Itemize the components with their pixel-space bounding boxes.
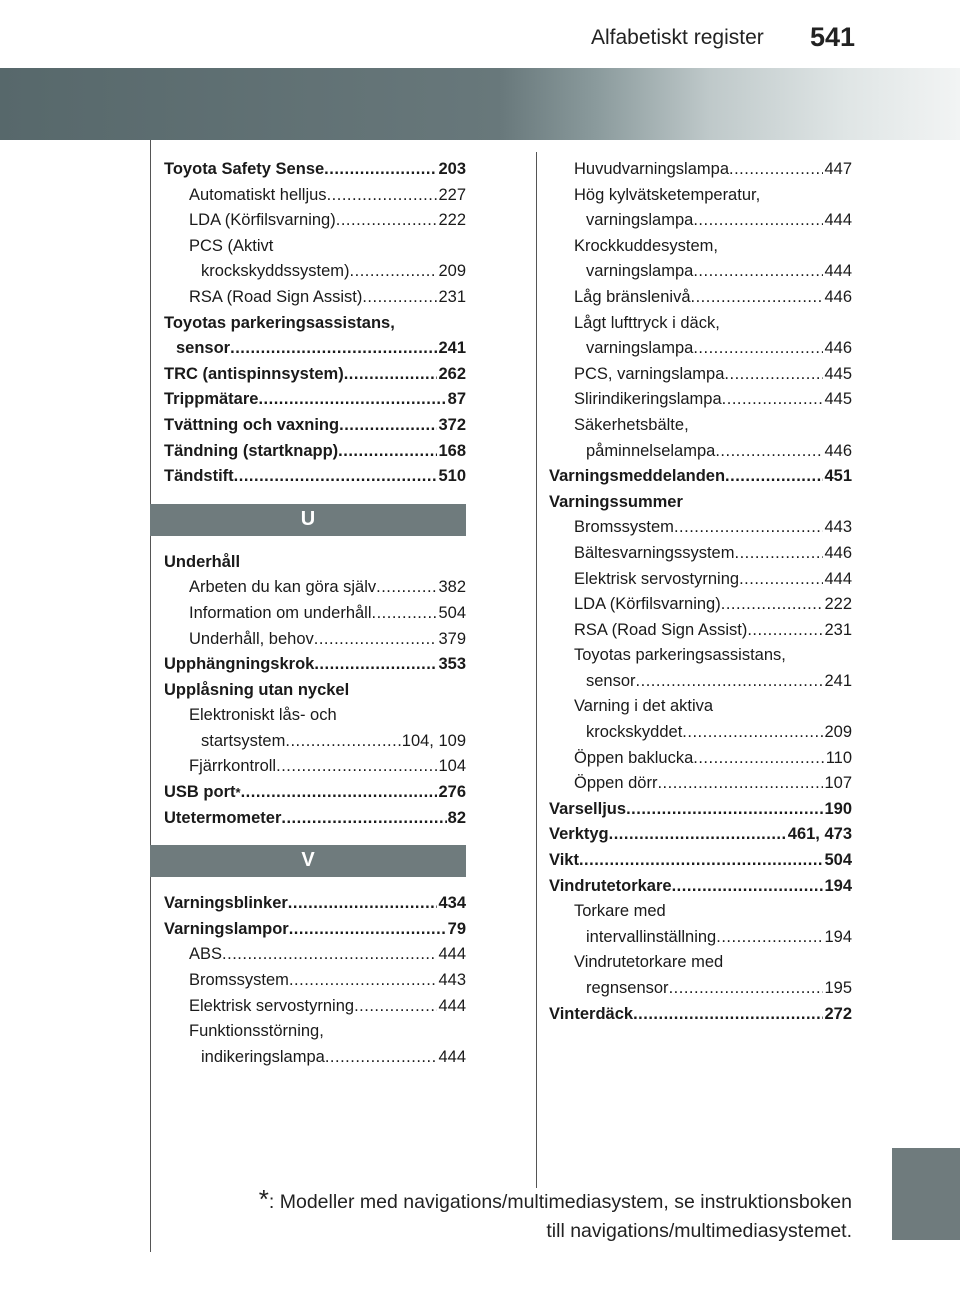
dot-leader xyxy=(693,336,823,362)
index-subentry xyxy=(549,592,852,618)
entry-term: indikeringslampa xyxy=(201,1047,325,1066)
entry-term: Elektroniskt lås- och xyxy=(189,706,337,725)
entry-term: Huvudvarningslampa xyxy=(574,160,730,178)
dot-leader xyxy=(230,336,437,362)
entry-term: Säkerhetsbälte, xyxy=(574,415,689,434)
section-letter-v: V xyxy=(150,845,466,877)
entry-page-ref: 446 xyxy=(824,543,852,562)
entry-page-ref: 262 xyxy=(438,364,466,383)
index-subentry xyxy=(549,311,852,337)
dot-leader xyxy=(657,771,823,797)
dot-leader xyxy=(234,464,438,490)
index-subentry xyxy=(549,515,852,541)
entry-page-ref: 444 xyxy=(438,1047,466,1066)
entry-term: Låg bränslenivå xyxy=(574,287,691,306)
index-entry xyxy=(164,464,466,490)
dot-leader xyxy=(314,627,438,653)
entry-term: Automatiskt helljus xyxy=(189,185,327,204)
index-entry xyxy=(549,848,852,874)
entry-page-ref: 444 xyxy=(438,996,466,1015)
entry-term: Bromssystem xyxy=(189,971,289,990)
index-subentry xyxy=(164,994,466,1020)
dot-leader xyxy=(281,806,446,832)
entry-page-ref: 209 xyxy=(824,723,852,742)
index-subentry xyxy=(549,899,852,925)
dot-leader xyxy=(674,515,824,541)
dot-leader xyxy=(626,797,823,823)
dot-leader xyxy=(722,387,824,413)
entry-page-ref: 209 xyxy=(438,262,466,281)
entry-term: Arbeten du kan göra själv xyxy=(189,578,377,597)
entry-term: startsystem xyxy=(201,731,286,750)
dot-leader xyxy=(339,413,437,439)
entry-page-ref: 382 xyxy=(438,578,466,597)
index-subentry xyxy=(164,968,466,994)
entry-term: Toyota Safety Sense xyxy=(164,160,325,178)
index-subentry xyxy=(164,183,466,209)
index-subentry xyxy=(164,1045,466,1071)
index-subentry xyxy=(549,234,852,260)
dot-leader xyxy=(350,259,438,285)
entry-term: Tändstift xyxy=(164,467,234,486)
index-column-right xyxy=(549,157,852,1027)
entry-term: påminnelselampa xyxy=(586,441,716,460)
header-banner xyxy=(0,68,960,140)
index-entry xyxy=(164,157,466,183)
index-subentry xyxy=(164,1019,466,1045)
entry-term: varningslampa xyxy=(586,339,694,358)
entry-page-ref: 87 xyxy=(447,390,466,409)
entry-term: ABS xyxy=(189,945,223,964)
entry-page-ref: 444 xyxy=(438,945,466,964)
index-subentry xyxy=(164,575,466,601)
entry-term: LDA (Körfilsvarning) xyxy=(189,211,336,230)
dot-leader xyxy=(682,720,823,746)
entry-page-ref: 194 xyxy=(824,927,852,946)
entry-page-ref: 443 xyxy=(824,518,852,537)
entry-term: Utetermometer xyxy=(164,808,282,827)
entry-page-ref: 379 xyxy=(438,629,466,648)
entry-term: Öppen baklucka xyxy=(574,748,694,767)
entry-page-ref: 276 xyxy=(438,783,466,802)
entry-page-ref: 168 xyxy=(438,441,466,460)
dot-leader xyxy=(693,208,823,234)
entry-term: TRC (antispinnsystem) xyxy=(164,364,344,383)
entry-page-ref: 446 xyxy=(824,287,852,306)
index-subentry xyxy=(549,259,852,285)
dot-leader xyxy=(376,575,437,601)
entry-term: Trippmätare xyxy=(164,390,259,409)
index-subentry xyxy=(549,669,852,695)
entry-page-ref: 372 xyxy=(438,415,466,434)
dot-leader xyxy=(336,208,438,234)
entry-page-ref: 445 xyxy=(824,364,852,383)
dot-leader xyxy=(721,592,824,618)
dot-leader xyxy=(241,780,438,806)
index-entry xyxy=(549,797,852,823)
entry-term: Slirindikeringslampa xyxy=(574,390,722,409)
dot-leader xyxy=(222,942,437,968)
entry-page-ref: 231 xyxy=(824,620,852,639)
entry-page-ref: 447 xyxy=(824,160,852,178)
dot-leader xyxy=(669,976,824,1002)
index-entry xyxy=(164,550,466,576)
entry-page-ref: 227 xyxy=(438,185,466,204)
footnote-marker: * xyxy=(258,1184,269,1214)
index-block-v xyxy=(164,891,466,1070)
dot-leader xyxy=(338,439,437,465)
entry-term: Underhåll, behov xyxy=(189,629,314,648)
index-subentry xyxy=(164,754,466,780)
index-subentry xyxy=(549,183,852,209)
entry-term: Toyotas parkeringsassistans, xyxy=(164,313,395,332)
index-subentry xyxy=(164,259,466,285)
section-letter-u: U xyxy=(150,504,466,536)
index-subentry xyxy=(549,618,852,644)
dot-leader xyxy=(715,439,823,465)
entry-page-ref: 104, 109 xyxy=(401,731,466,750)
dot-leader xyxy=(344,362,438,388)
entry-term: RSA (Road Sign Assist) xyxy=(189,287,363,306)
entry-page-ref: 504 xyxy=(824,851,852,870)
index-entry xyxy=(549,464,852,490)
entry-term: Varningssummer xyxy=(549,492,683,511)
index-subentry xyxy=(549,567,852,593)
index-block-u xyxy=(164,550,466,832)
index-subentry xyxy=(164,234,466,260)
index-entry xyxy=(549,822,852,848)
dot-leader xyxy=(693,259,823,285)
dot-leader xyxy=(739,567,823,593)
entry-term: regnsensor xyxy=(586,979,669,997)
entry-page-ref: 190 xyxy=(824,799,852,818)
entry-term: Krockkuddesystem, xyxy=(574,236,718,255)
index-entry xyxy=(164,678,466,704)
dot-leader xyxy=(579,848,824,874)
index-column-left xyxy=(164,157,466,1070)
dot-leader xyxy=(324,157,437,183)
entry-term: Vindrutetorkare med xyxy=(574,953,724,972)
index-subentry xyxy=(549,925,852,951)
entry-page-ref: 195 xyxy=(824,979,852,997)
entry-term: Hög kylvätsketemperatur, xyxy=(574,185,761,204)
index-subentry xyxy=(549,694,852,720)
index-entry xyxy=(164,336,466,362)
entry-page-ref: 110 xyxy=(825,748,852,767)
index-subentry xyxy=(549,976,852,1002)
entry-term: Vikt xyxy=(549,851,579,870)
entry-term: Varningsmeddelanden xyxy=(549,467,726,486)
entry-page-ref: 445 xyxy=(824,390,852,409)
dot-leader xyxy=(362,285,437,311)
entry-term: krockskyddssystem) xyxy=(201,262,350,281)
index-subentry xyxy=(164,627,466,653)
index-subentry xyxy=(549,541,852,567)
entry-term: PCS, varningslampa xyxy=(574,364,725,383)
entry-page-ref: 443 xyxy=(438,971,466,990)
dot-leader xyxy=(725,464,823,490)
entry-term: Upplåsning utan nyckel xyxy=(164,680,350,699)
index-subentry xyxy=(164,208,466,234)
entry-page-ref: 461, 473 xyxy=(787,825,852,844)
entry-page-ref: 104 xyxy=(438,757,466,776)
index-subentry xyxy=(164,601,466,627)
entry-page-ref: 231 xyxy=(438,287,466,306)
entry-term: sensor xyxy=(176,339,231,358)
index-subentry xyxy=(164,942,466,968)
entry-term: Elektrisk servostyrning xyxy=(574,569,740,588)
index-subentry xyxy=(549,950,852,976)
entry-term: krockskyddet xyxy=(586,723,683,742)
dot-leader xyxy=(314,652,437,678)
entry-term: Tändning (startknapp) xyxy=(164,441,339,460)
dot-leader xyxy=(691,285,824,311)
entry-page-ref: 444 xyxy=(824,211,852,230)
index-block-t xyxy=(164,157,466,490)
entry-term: Varselljus xyxy=(549,799,627,818)
entry-page-ref: 79 xyxy=(447,919,466,938)
left-margin-rule xyxy=(150,140,151,1252)
dot-leader xyxy=(633,1002,823,1028)
entry-term: Vinterdäck xyxy=(549,1004,634,1023)
column-divider xyxy=(536,152,537,1188)
dot-leader xyxy=(325,1045,438,1071)
entry-page-ref: 241 xyxy=(438,339,466,358)
entry-page-ref: 82 xyxy=(447,808,466,827)
dot-leader xyxy=(724,362,823,388)
dot-leader xyxy=(258,387,446,413)
dot-leader xyxy=(354,994,437,1020)
entry-term: PCS (Aktivt xyxy=(189,236,274,255)
entry-page-ref: 444 xyxy=(824,569,852,588)
entry-page-ref: 434 xyxy=(438,894,466,913)
footnote xyxy=(258,1184,852,1246)
entry-term: USB port xyxy=(164,783,236,802)
index-entry xyxy=(164,652,466,678)
index-subentry xyxy=(549,643,852,669)
index-entry xyxy=(164,362,466,388)
entry-term: Varning i det aktiva xyxy=(574,697,714,716)
entry-page-ref: 222 xyxy=(824,595,852,614)
entry-page-ref: 353 xyxy=(438,655,466,674)
index-subentry xyxy=(164,729,466,755)
footnote-line-1: : Modeller med navigations/multimediasystem, se instruktionsboken xyxy=(268,1191,852,1213)
index-subentry xyxy=(549,387,852,413)
dot-leader xyxy=(285,729,400,755)
index-subentry xyxy=(549,336,852,362)
index-subentry xyxy=(164,285,466,311)
entry-term: Verktyg xyxy=(549,825,609,844)
entry-term: varningslampa xyxy=(586,262,694,281)
index-subentry xyxy=(549,208,852,234)
index-subentry xyxy=(549,771,852,797)
dot-leader xyxy=(327,183,438,209)
dot-leader xyxy=(288,891,438,917)
entry-term: intervallinställning xyxy=(586,927,717,946)
entry-page-ref: 272 xyxy=(824,1004,852,1023)
entry-term: Bältesvarningssystem xyxy=(574,543,735,562)
dot-leader xyxy=(289,968,438,994)
index-entry xyxy=(549,490,852,516)
index-subentry xyxy=(549,746,852,772)
index-entry xyxy=(164,891,466,917)
dot-leader xyxy=(372,601,438,627)
entry-term: Varningslampor xyxy=(164,919,289,938)
dot-leader xyxy=(672,874,824,900)
entry-term: LDA (Körfilsvarning) xyxy=(574,595,721,614)
entry-page-ref: 241 xyxy=(824,671,852,690)
dot-leader xyxy=(289,917,447,943)
entry-term: Öppen dörr xyxy=(574,774,658,793)
index-subentry xyxy=(164,703,466,729)
dot-leader xyxy=(636,669,824,695)
entry-term: Tvättning och vaxning xyxy=(164,415,340,434)
index-entry xyxy=(164,439,466,465)
entry-term: Information om underhåll xyxy=(189,603,372,622)
dot-leader xyxy=(747,618,823,644)
index-subentry xyxy=(549,720,852,746)
index-subentry xyxy=(549,362,852,388)
index-entry xyxy=(164,311,466,337)
dot-leader xyxy=(693,746,824,772)
entry-page-ref: 222 xyxy=(438,211,466,230)
entry-term: Bromssystem xyxy=(574,518,674,537)
entry-term: Vindrutetorkare xyxy=(549,876,672,895)
footnote-line-2: till navigations/multimediasystemet. xyxy=(546,1220,852,1242)
dot-leader xyxy=(734,541,823,567)
index-entry xyxy=(164,387,466,413)
entry-term: Elektrisk servostyrning xyxy=(189,996,355,1015)
page-number: 541 xyxy=(810,22,856,52)
index-entry: USB port * ..... 276 xyxy=(164,780,466,806)
entry-page-ref: 446 xyxy=(824,441,852,460)
entry-page-ref: 107 xyxy=(824,774,852,793)
entry-page-ref: 203 xyxy=(438,160,466,178)
index-entry xyxy=(549,1002,852,1028)
index-entry xyxy=(164,413,466,439)
running-header-title: Alfabetiskt register xyxy=(591,26,764,49)
entry-term: Funktionsstörning, xyxy=(189,1022,324,1041)
entry-page-ref: 444 xyxy=(824,262,852,281)
index-entry xyxy=(549,874,852,900)
entry-term: Fjärrkontroll xyxy=(189,757,277,776)
dot-leader xyxy=(729,157,823,183)
dot-leader xyxy=(276,754,437,780)
dot-leader xyxy=(609,822,787,848)
index-subentry xyxy=(549,157,852,183)
entry-page-ref: 451 xyxy=(824,467,852,486)
entry-term: RSA (Road Sign Assist) xyxy=(574,620,748,639)
index-subentry xyxy=(549,285,852,311)
index-subentry xyxy=(549,439,852,465)
entry-term: Varningsblinker xyxy=(164,894,288,913)
entry-term: Underhåll xyxy=(164,552,241,571)
entry-page-ref: 510 xyxy=(438,467,466,486)
chapter-tab xyxy=(892,1148,960,1240)
entry-page-ref: 504 xyxy=(438,603,466,622)
entry-term: sensor xyxy=(586,671,636,690)
entry-term: varningslampa xyxy=(586,211,694,230)
entry-page-ref: 446 xyxy=(824,339,852,358)
index-subentry xyxy=(549,413,852,439)
entry-page-ref: 194 xyxy=(824,876,852,895)
dot-leader xyxy=(716,925,823,951)
entry-term: Torkare med xyxy=(574,902,666,921)
entry-term: Upphängningskrok xyxy=(164,655,315,674)
index-block-v-continued xyxy=(549,157,852,1027)
entry-term: Lågt lufttryck i däck, xyxy=(574,313,720,332)
index-entry xyxy=(164,917,466,943)
entry-term: Toyotas parkeringsassistans, xyxy=(574,646,786,665)
index-entry xyxy=(164,806,466,832)
